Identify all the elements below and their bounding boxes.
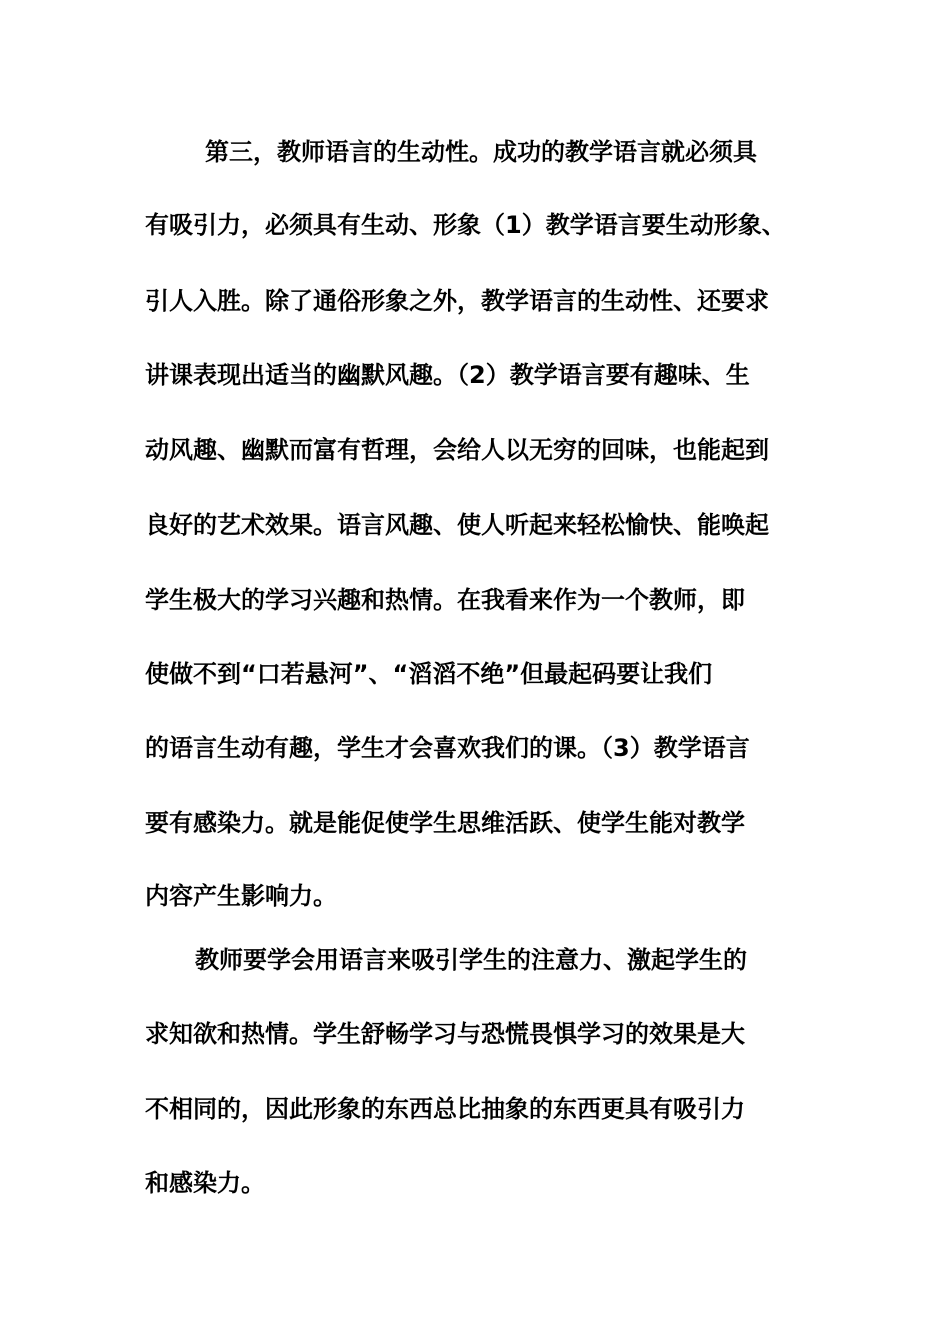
paragraph-2-line-2: 求知欲和热情。学生舒畅学习与恐慌畏惧学习的效果是大 xyxy=(145,1020,745,1048)
paragraph-1-line-10: 要有感染力。就是能促使学生思维活跃、使学生能对教学 xyxy=(145,809,745,837)
paragraph-1-line-7: 学生极大的学习兴趣和热情。在我看来作为一个教师，即 xyxy=(145,586,745,614)
paragraph-1-line-6: 良好的艺术效果。语言风趣、使人听起来轻松愉快、能唤起 xyxy=(145,511,769,539)
paragraph-1-line-5: 动风趣、幽默而富有哲理，会给人以无穷的回味，也能起到 xyxy=(145,436,769,464)
paragraph-1-line-11: 内容产生影响力。 xyxy=(145,882,337,910)
paragraph-2-line-4: 和感染力。 xyxy=(145,1169,265,1197)
paragraph-1-line-8: 使做不到“口若悬河”、“滔滔不绝”但最起码要让我们 xyxy=(145,660,713,688)
paragraph-1-line-3: 引人入胜。除了通俗形象之外，教学语言的生动性、还要求 xyxy=(145,287,769,315)
paragraph-1-line-2: 有吸引力，必须具有生动、形象（1）教学语言要生动形象、 xyxy=(145,211,786,239)
paragraph-2-line-3: 不相同的，因此形象的东西总比抽象的东西更具有吸引力 xyxy=(145,1095,745,1123)
paragraph-1-line-1: 第三，教师语言的生动性。成功的教学语言就必须具 xyxy=(205,138,757,166)
paragraph-1-line-4: 讲课表现出适当的幽默风趣。（2）教学语言要有趣味、生 xyxy=(145,361,750,389)
paragraph-2-line-1: 教师要学会用语言来吸引学生的注意力、激起学生的 xyxy=(195,946,747,974)
paragraph-1-line-9: 的语言生动有趣，学生才会喜欢我们的课。（3）教学语言 xyxy=(145,734,750,762)
